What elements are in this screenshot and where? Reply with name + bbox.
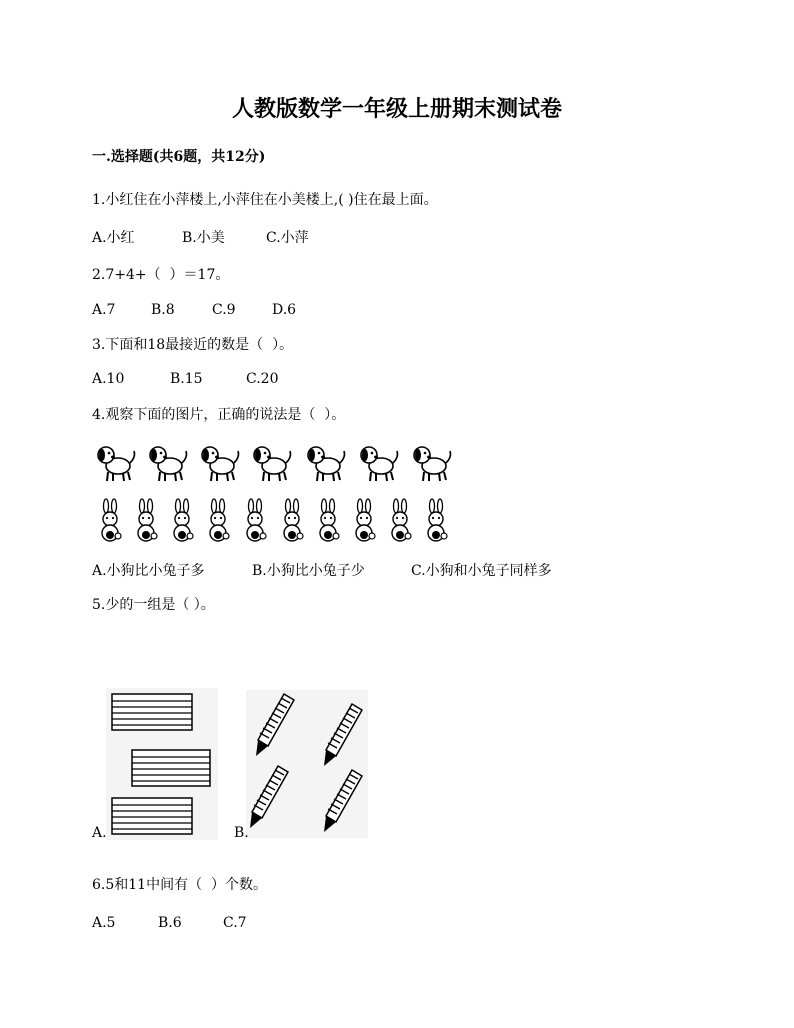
q4-option-b: B.小狗比小兔子少 xyxy=(252,563,365,579)
dog-icon xyxy=(202,447,239,481)
q6-option-c: C.7 xyxy=(223,915,247,931)
rabbit-icon xyxy=(102,499,121,541)
q3-option-b: B.15 xyxy=(170,371,203,387)
q2-option-a: A.7 xyxy=(92,302,116,318)
rabbit-icon xyxy=(428,499,447,541)
rabbit-icon xyxy=(284,499,303,541)
q3-option-a: A.10 xyxy=(92,371,125,387)
pencils-picture xyxy=(246,690,368,838)
q1-option-a: A.小红 xyxy=(92,230,135,246)
q1-option-b: B.小美 xyxy=(182,230,225,246)
q2-option-b: B.8 xyxy=(151,302,175,318)
q5-option-b: B. xyxy=(234,825,249,841)
rabbit-icon xyxy=(320,499,339,541)
q3-option-c: C.20 xyxy=(246,371,279,387)
question-3-text: 3.下面和18最接近的数是（ ）。 xyxy=(92,337,294,353)
rabbit-icon xyxy=(392,499,411,541)
book-stack-icon xyxy=(132,750,210,786)
question-4-text: 4.观察下面的图片，正确的说法是（ ）。 xyxy=(92,407,346,423)
question-1-text: 1.小红住在小萍楼上,小萍住在小美楼上,( )住在最上面。 xyxy=(92,192,438,208)
q2-option-c: C.9 xyxy=(212,302,236,318)
rabbit-icon xyxy=(247,499,266,541)
question-6-text: 6.5和11中间有（ ）个数。 xyxy=(92,877,267,893)
rabbit-icon xyxy=(356,499,375,541)
section-heading: 一.选择题(共6题，共12分) xyxy=(92,149,266,165)
q6-option-a: A.5 xyxy=(92,915,116,931)
rabbit-icon xyxy=(138,499,157,541)
q2-option-d: D.6 xyxy=(272,302,297,318)
book-stack-icon xyxy=(112,694,192,730)
dog-icon xyxy=(414,447,451,481)
q6-option-b: B.6 xyxy=(158,915,182,931)
dog-icon xyxy=(98,447,135,481)
dog-icon xyxy=(361,447,398,481)
book-stack-icon xyxy=(112,798,192,834)
rabbit-icon xyxy=(210,499,229,541)
q4-option-c: C.小狗和小兔子同样多 xyxy=(411,563,552,579)
animals-picture xyxy=(90,438,470,548)
q4-option-a: A.小狗比小兔子多 xyxy=(92,563,205,579)
q1-option-c: C.小萍 xyxy=(266,230,309,246)
question-5-text: 5.少的一组是（ ）。 xyxy=(92,597,215,613)
book-stacks-picture xyxy=(106,688,218,840)
dog-icon xyxy=(254,447,291,481)
question-2-text: 2.7+4+（ ）＝17。 xyxy=(92,267,230,283)
q5-option-a: A. xyxy=(92,825,107,841)
page-title: 人教版数学一年级上册期末测试卷 xyxy=(231,96,562,122)
dog-icon xyxy=(308,447,345,481)
dog-icon xyxy=(150,447,187,481)
rabbit-icon xyxy=(174,499,193,541)
